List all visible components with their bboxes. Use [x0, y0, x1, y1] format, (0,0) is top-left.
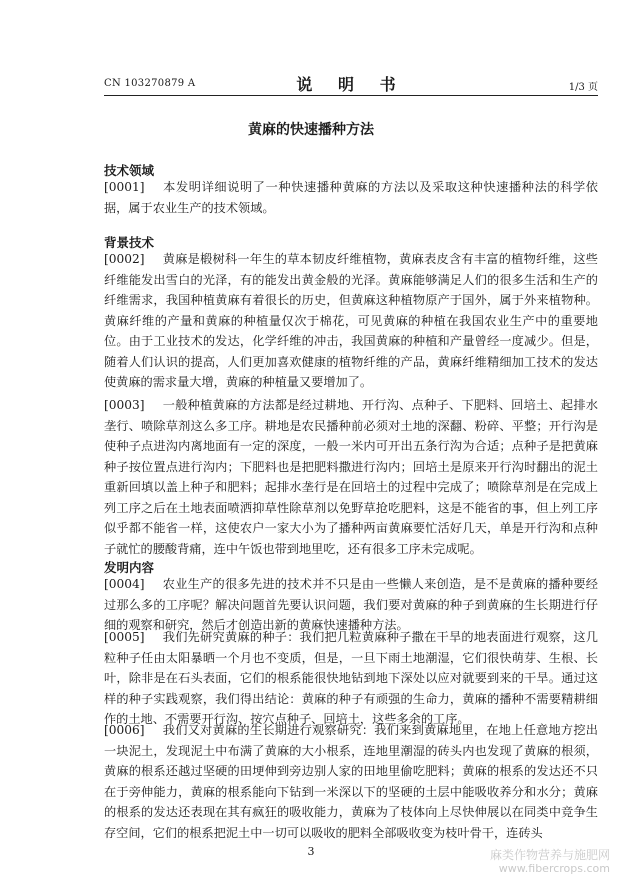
paragraph-id: [0002]: [104, 252, 145, 266]
document-title: 黄麻的快速播种方法: [248, 122, 374, 138]
page-header: [104, 70, 598, 96]
document-number: CN 103270879 A: [104, 78, 196, 89]
watermark-site-name: 麻类作物营养与施肥网: [489, 848, 610, 862]
page-number: 3: [307, 845, 315, 858]
header-title: 说 明 书: [296, 75, 406, 94]
paragraph-id: [0005]: [104, 630, 145, 644]
paragraph-0001: [104, 177, 598, 218]
watermark-url: www.fibercrops.com: [498, 862, 610, 875]
paragraph-0002: [104, 249, 598, 393]
paragraph-0003: [104, 395, 598, 559]
paragraph-text: 黄麻是椴树科一年生的草本韧皮纤维植物，黄麻表皮含有丰富的植物纤维，这些纤维能发出雪白的光泽，有的能发出黄金般的光泽。黄麻能够满足人们的很多生活和生产的纤维需求，我国种植黄麻有着很长的历史，但黄麻这种植物原产于国外，属于外来植物种。黄麻纤维的产量和黄麻的种植量仅次于棉花，可见黄麻的种植在我国农业生产中的重要地位。由于工业技术的发达，化学纤维的冲击，我国黄麻的种植和产量曾经一度减少。但是，随着人们认识的提高，人们更加喜欢健康的植物纤维的产品，黄麻纤维精细加工技术的发达使黄麻的需求量大增，黄麻的种植量又要增加了。: [104, 252, 598, 389]
watermark: [490, 848, 610, 876]
paragraph-id: [0001]: [104, 180, 145, 194]
paragraph-text: 本发明详细说明了一种快速播种黄麻的方法以及采取这种快速播种法的科学依据，属于农业生产的技术领域。: [104, 180, 598, 215]
section-heading-invention-content: 发明内容: [104, 560, 155, 575]
paragraph-id: [0006]: [104, 723, 145, 737]
paragraph-text: 一般种植黄麻的方法都是经过耕地、开行沟、点种子、下肥料、回培土、起排水垄行、喷除草剂这么多工序。耕地是农民播种前必须对土地的深翻、粉碎、平整；开行沟是使种子点进沟内离地面有一定的深度，一般一米内可开出五条行沟为合适；点种子是把黄麻种子按位置点进行沟内；下肥料也是把肥料撒进行沟内；回培土是原来开行沟时翻出的泥土重新回填以盖上种子和肥料；起排水垄行是在回培土的过程中完成了；喷除草剂是在完成上列工序之后在土地表面喷洒抑草性除草剂以免野草抢吃肥料，这是不能省的事，但上列工序似乎都不能省一样，这使农户一家大小为了播种两亩黄麻要忙活好几天，单是开行沟和点种子就忙的腰酸背痛，连中午饭也带到地里吃，还有很多工序未完成呢。: [104, 398, 598, 556]
paragraph-0006: [104, 720, 598, 843]
paragraph-text: 农业生产的很多先进的技术并不只是由一些懒人来创造，是不是黄麻的播种要经过那么多的工序呢？解决问题首先要认识问题，我们要对黄麻的种子到黄麻的生长期进行仔细的观察和研究，然后才创造出新的黄麻快速播种方法。: [104, 577, 598, 632]
header-rule: [104, 95, 598, 96]
page-indicator: 1/3 页: [568, 82, 598, 93]
section-heading-background: 背景技术: [104, 235, 155, 250]
paragraph-0005: [104, 627, 598, 730]
paragraph-id: [0004]: [104, 577, 145, 591]
paragraph-text: 我们又对黄麻的生长期进行观察研究：我们来到黄麻地里，在地上任意地方挖出一块泥土，发现泥土中布满了黄麻的大小根系，连地里潮湿的砖头内也发现了黄麻的根须，黄麻的根系还越过坚硬的田埂伸到旁边别人家的田地里偷吃肥料；黄麻的根系的发达还不只在于旁伸能力，黄麻的根系能向下钻到一米深以下的坚硬的土层中能吸收养分和水分；黄麻的根系的发达还表现在其有疯狂的吸收能力，黄麻为了枝体向上尽快伸展以在同类中竞争生存空间，它们的根系把泥土中一切可以吸收的肥料全部吸收变为枝叶骨干，连砖头: [104, 723, 598, 840]
paragraph-id: [0003]: [104, 398, 145, 412]
section-heading-tech-field: 技术领域: [104, 163, 155, 178]
paragraph-text: 我们先研究黄麻的种子：我们把几粒黄麻种子撒在干旱的地表面进行观察，这几粒种子任由太阳暴晒一个月也不变质，但是，一旦下雨土地潮湿，它们很快萌芽、生根、长叶，除非是在石头表面，它们的根系能很快地钻到地下深处以应对就要到来的干旱。通过这样的种子实践观察，我们得出结论：黄麻的种子有顽强的生命力，黄麻的播种不需要精耕细作的土地、不需要开行沟、按穴点种子、回培土，这些多余的工序。: [104, 630, 598, 726]
